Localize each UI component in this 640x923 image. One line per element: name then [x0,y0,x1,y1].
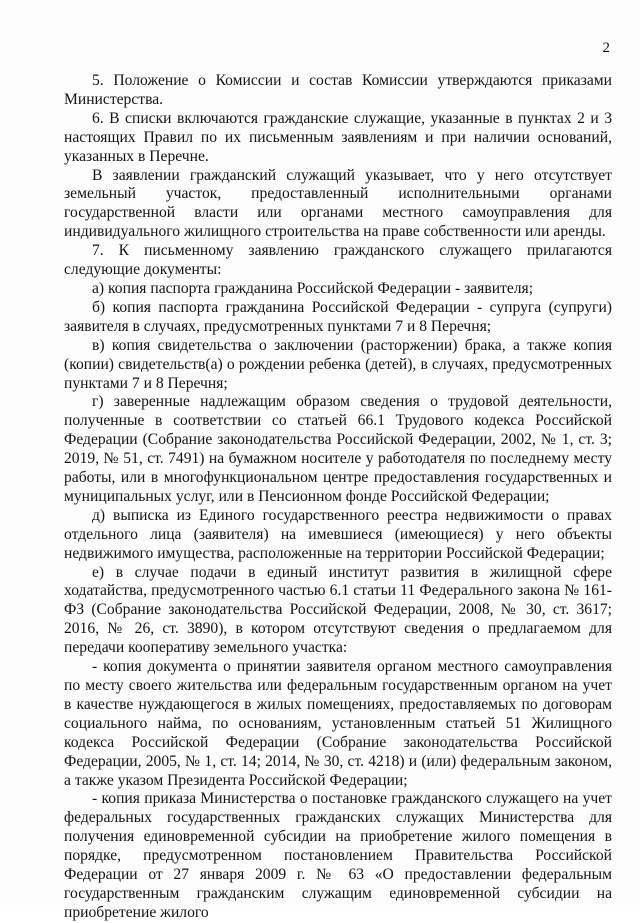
list-item-d: д) выписка из Единого государственного реестра недвижимости о правах отдельного лица (заявителя) на имевшиеся (имеющиеся) у него объекты недвижимого имущества, расположенные на территории Российской Федерации; [64,506,612,562]
sub-item-registration-copy: - копия документа о принятии заявителя органом местного самоуправления по месту своего жительства или федеральным государственным органом на учет в качестве нуждающегося в жилых помещениях, предоставляемых по договорам социального найма, по основаниям, установленным статьей 51 Жилищного кодекса Российской Федерации (Собрание законодательства Российской Федерации, 2005, № 1, ст. 14; 2014, № 30, ст. 4218) и (или) федеральным законом, а также указом Президента Российской Федерации; [64,658,612,789]
paragraph-7-documents: 7. К письменному заявлению гражданского служащего прилагаются следующие документы: [64,242,612,279]
sub-item-ministry-order-copy: - копия приказа Министерства о постановке гражданского служащего на учет федеральных государственных гражданских служащих Министерства для получения единовременной субсидии на приобретение жилого помещения в порядке, предусмотренном постановлением Правительства Российской Федерации от 27 января 2009 г. № 63 «О предоставлении федеральным государственным гражданским служащим единовременной субсидии на приобретение жилого [64,790,612,921]
list-item-g: г) заверенные надлежащим образом сведения о трудовой деятельности, полученные в соответствии со статьей 66.1 Трудового кодекса Российской Федерации (Собрание законодательства Российской Федерации, 2002, № 1, ст. 3; 2019, № 51, ст. 7491) на бумажном носителе у работодателя по последнему месту работы, или в многофункциональном центре предоставления государственных и муниципальных услуг, или в Пенсионном фонде Российской Федерации; [64,393,612,505]
list-item-e: е) в случае подачи в единый институт развития в жилищной сфере ходатайства, предусмотренного частью 6.1 статьи 11 Федерального закона № 161-ФЗ (Собрание законодательства Российской Федерации, 2008, № 30, ст. 3617; 2016, № 26, ст. 3890), в котором отсутствуют сведения о предлагаемом для передачи кооперативу земельного участка: [64,563,612,657]
list-item-b: б) копия паспорта гражданина Российской Федерации - супруга (супруги) заявителя в случаях, предусмотренных пунктами 7 и 8 Перечня; [64,298,612,335]
list-item-a: а) копия паспорта гражданина Российской Федерации - заявителя; [92,279,534,297]
paragraph-application-statement: В заявлении гражданский служащий указывает, что у него отсутствует земельный участок, предоставленный исполнительными органами государственной власти или органами местного самоуправления для индивидуального жилищного строительства на праве собственности или аренды. [64,166,612,241]
document-body [64,72,612,923]
paragraph-5-commission: 5. Положение о Комиссии и состав Комиссии утверждаются приказами Министерства. [64,72,612,108]
list-item-v: в) копия свидетельства о заключении (расторжении) брака, а также копия (копии) свидетельств(а) о рождении ребенка (детей), в случаях, предусмотренных пунктами 7 и 8 Перечня; [64,336,612,392]
page-number: 2 [602,40,610,56]
paragraph-6-lists: 6. В списки включаются гражданские служащие, указанные в пунктах 2 и 3 настоящих Правил по их письменным заявлениям и при наличии оснований, указанных в Перечне. [64,109,612,165]
